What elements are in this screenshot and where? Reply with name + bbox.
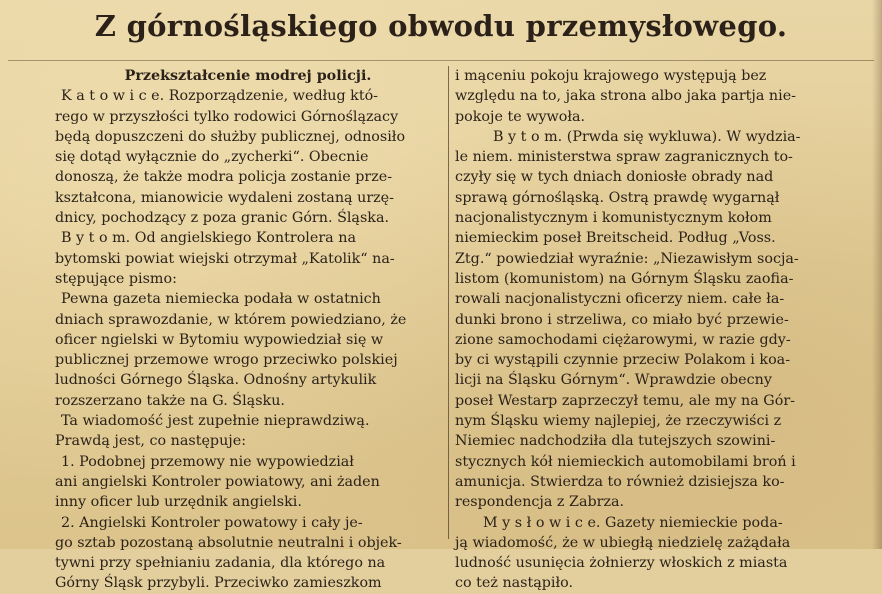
headline: Z górnośląskiego obwodu przemysłowego.: [94, 9, 788, 43]
text-line: rozszerzano także na G. Śląsku.: [55, 392, 285, 409]
text-line: Górny Śląsk przybyli. Przeciwko zamieszkom: [55, 575, 382, 592]
text-line: się dotąd wyłącznie do „zycherki“. Obecnie: [55, 149, 369, 166]
text-line: le niem. ministerstwa spraw zagranicznych to-: [455, 149, 793, 166]
text-line: kształcona, mianowicie wydaleni zostaną urzę-: [55, 189, 394, 206]
text-line: nym Śląsku wiemy najlepiej, że rzeczywiści z: [455, 413, 782, 430]
text-line: względu na to, jaka strona albo jaka partja nie-: [455, 88, 796, 105]
text-line: Ztg.“ powiedział wyraźnie: „Niezawisłym socja-: [455, 250, 799, 267]
text-line: amunicja. Stwierdza to również dzisiejsza ko-: [455, 473, 785, 490]
text-line: tywni przy spełnianiu zadania, dla którego na: [55, 555, 386, 572]
text-line: Ta wiadomość jest zupełnie nieprawdziwą.: [61, 413, 370, 430]
text-line: rowali nacjonalistyczni oficerzy niem. całe ła-: [455, 291, 785, 308]
text-line: licji na Śląsku Górnym“. Wprawdzie obecny: [455, 372, 772, 389]
text-line: pokoje te wywoła.: [455, 108, 586, 125]
text-line: donoszą, że także modra policja zostanie prze-: [55, 169, 393, 186]
text-line: ludność usunięcia żołnierzy włoskich z miasta: [455, 555, 788, 572]
text-line: respondencja z Zabrza.: [455, 494, 625, 511]
page-edge-shadow: [872, 0, 882, 549]
text-line: ją wiadomość, że w ubiegłą niedzielę zażądała: [455, 534, 791, 551]
left-column: [55, 66, 441, 594]
text-line: dnicy, pochodzący z poza granic Górn. Śląska.: [55, 210, 390, 227]
text-line: poseł Westarp zaprzeczył temu, ale my na Gór-: [455, 392, 796, 409]
text-line: listom (komunistom) na Górnym Śląsku zaofia-: [455, 270, 794, 287]
text-line: dniach sprawozdanie, w którem powiedziano, że: [55, 311, 407, 328]
text-line: co też nastąpiło.: [455, 575, 574, 592]
text-line: publicznej przemowe wrogo przeciwko polskiej: [55, 352, 398, 369]
text-line: inny oficer lub urzędnik angielski.: [55, 494, 302, 511]
text-line: ludności Górnego Śląska. Odnośny artykulik: [55, 372, 377, 389]
text-line: Pewna gazeta niemiecka podała w ostatnich: [61, 291, 381, 308]
text-line: ani angielski Kontroler powiatowy, ani żaden: [55, 473, 380, 490]
text-line: B y t o m. Od angielskiego Kontrolera na: [61, 230, 356, 247]
text-line: nacjonalistycznym i komunistycznym kołom: [455, 210, 772, 227]
text-line: bytomski powiat wiejski otrzymał „Katolik“ na-: [55, 250, 395, 267]
text-line: stycznych kół niemieckich automobilami broń i: [455, 453, 796, 470]
right-column: [455, 66, 865, 594]
text-line: by ci wystąpili czynnie przeciw Polakom i koa-: [455, 352, 791, 369]
text-line: Niemiec nadchodziła dla tutejszych szowini-: [455, 433, 776, 450]
text-line: 2. Angielski Kontroler powatowy i cały je-: [61, 514, 363, 531]
text-line: oficer ngielski w Bytomiu wypowiedział się w: [55, 331, 384, 348]
text-line: będą dopuszczeni do służby publicznej, odnosiło: [55, 128, 406, 145]
text-line: i mąceniu pokoju krajowego występują bez: [455, 68, 767, 84]
headline-rule: [8, 60, 874, 61]
text-line: niemieckim poseł Breitscheid. Podług „Voss.: [455, 230, 776, 247]
text-line: K a t o w i c e. Rozporządzenie, według któ-: [61, 88, 379, 105]
text-line: stępujące pismo:: [55, 270, 177, 287]
column-divider: [448, 66, 449, 539]
text-line: Prawdą jest, co następuje:: [55, 433, 247, 450]
text-line: rego w przyszłości tylko rodowici Górnoślązacy: [55, 108, 399, 125]
text-line: zione samochodami ciężarowymi, w razie gdy-: [455, 331, 791, 348]
text-line: M y s ł o w i c e. Gazety niemieckie poda-: [483, 514, 783, 531]
text-line: czyły się w tych dniach doniosłe obrady nad: [455, 169, 774, 186]
text-line: go sztab pozostaną absolutnie neutralni i objek-: [55, 534, 402, 551]
text-line: B y t o m. (Prwda się wykluwa). W wydzia-: [493, 128, 801, 145]
text-line: dunki brono i strzeliwa, co miało być przewie-: [455, 311, 789, 328]
text-line: 1. Podobnej przemowy nie wypowiedział: [61, 453, 354, 470]
text-line: sprawą górnośląską. Ostrą prawdę wygarnął: [455, 189, 780, 206]
article-subheading: Przekształcenie modrej policji.: [124, 68, 372, 84]
